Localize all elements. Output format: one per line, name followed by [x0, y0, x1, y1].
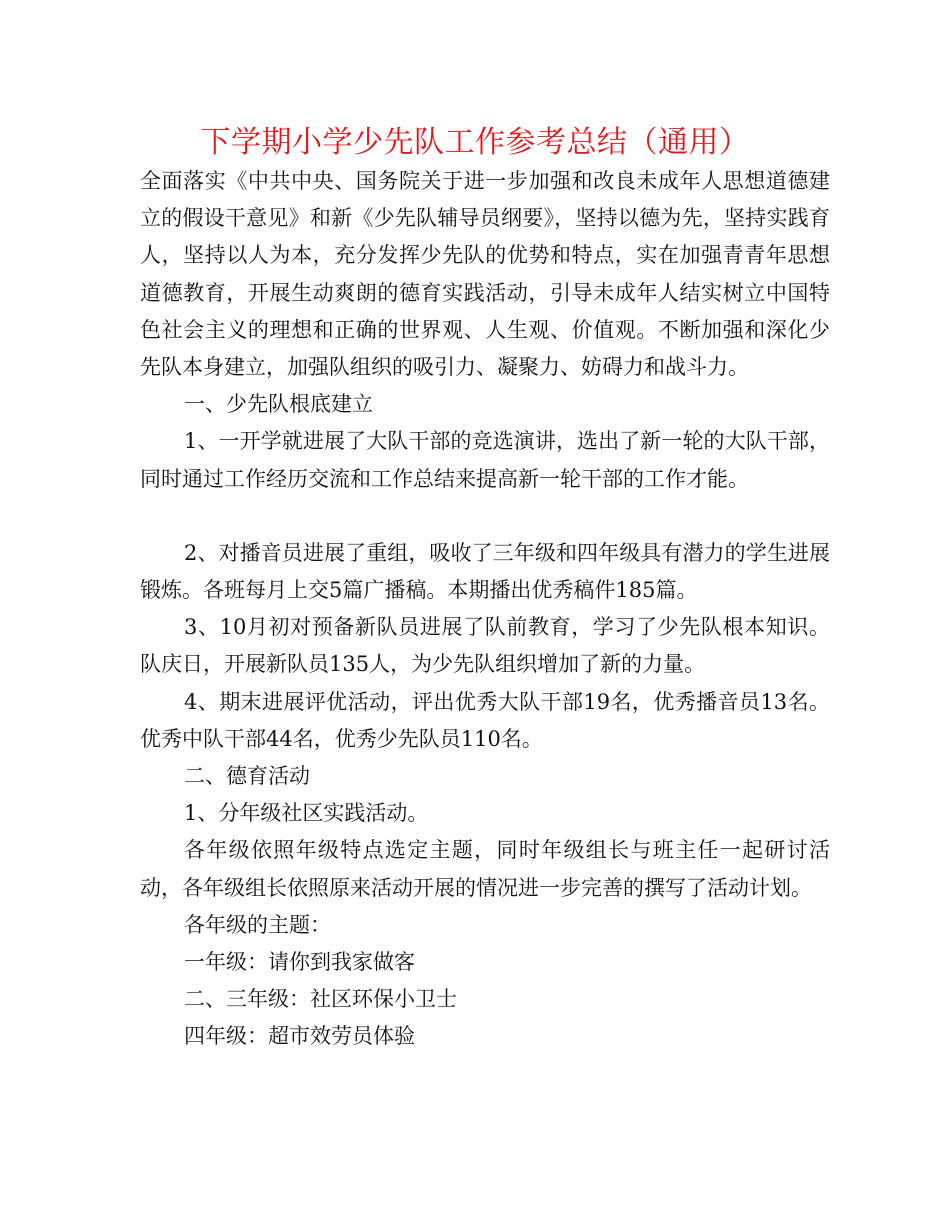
list-item-4: 4、期末进展评优活动，评出优秀大队干部19名，优秀播音员13名。优秀中队干部44名，优秀少先队员110名。	[140, 689, 830, 751]
intro-paragraph: 全面落实《中共中央、国务院关于进一步加强和改良未成年人思想道德建立的假设干意见》和新《少先队辅导员纲要》，坚持以德为先，坚持实践育人，坚持以人为本，充分发挥少先队的优势和特点，实在加强青青年思想道德教育，开展生动爽朗的德育实践活动，引导未成年人结实树立中国特色社会主义的理想和正确的世界观、人生观、价值观。不断加强和深化少先队本身建立，加强队组织的吸引力、凝聚力、妨碍力和战斗力。	[140, 169, 830, 380]
themes-heading: 各年级的主题：	[184, 912, 331, 937]
theme-grade-1: 一年级：请你到我家做客	[184, 950, 415, 975]
subsection-heading-1: 1、分年级社区实践活动。	[184, 801, 429, 826]
blank-line	[140, 498, 830, 535]
activity-paragraph: 各年级依照年级特点选定主题，同时年级组长与班主任一起研讨活动，各年级组长依照原来活动开展的情况进一步完善的撰写了活动计划。	[140, 838, 830, 900]
section-heading-1: 一、少先队根底建立	[184, 392, 373, 417]
theme-grade-4: 四年级：超市效劳员体验	[184, 1024, 415, 1049]
document-body	[140, 163, 830, 1056]
document-title: 下学期小学少先队工作参考总结（通用）	[200, 125, 750, 160]
list-item-1: 1、一开学就进展了大队干部的竞选演讲，选出了新一轮的大队干部，同时通过工作经历交流和工作总结来提高新一轮干部的工作才能。	[140, 429, 830, 491]
theme-grade-2-3: 二、三年级：社区环保小卫士	[184, 987, 457, 1012]
list-item-2: 2、对播音员进展了重组，吸收了三年级和四年级具有潜力的学生进展锻炼。各班每月上交5篇广播稿。本期播出优秀稿件185篇。	[140, 540, 830, 603]
section-heading-2: 二、德育活动	[184, 764, 310, 789]
list-item-3: 3、10月初对预备新队员进展了队前教育，学习了少先队根本知识。队庆日，开展新队员135人，为少先队组织增加了新的力量。	[140, 615, 830, 677]
